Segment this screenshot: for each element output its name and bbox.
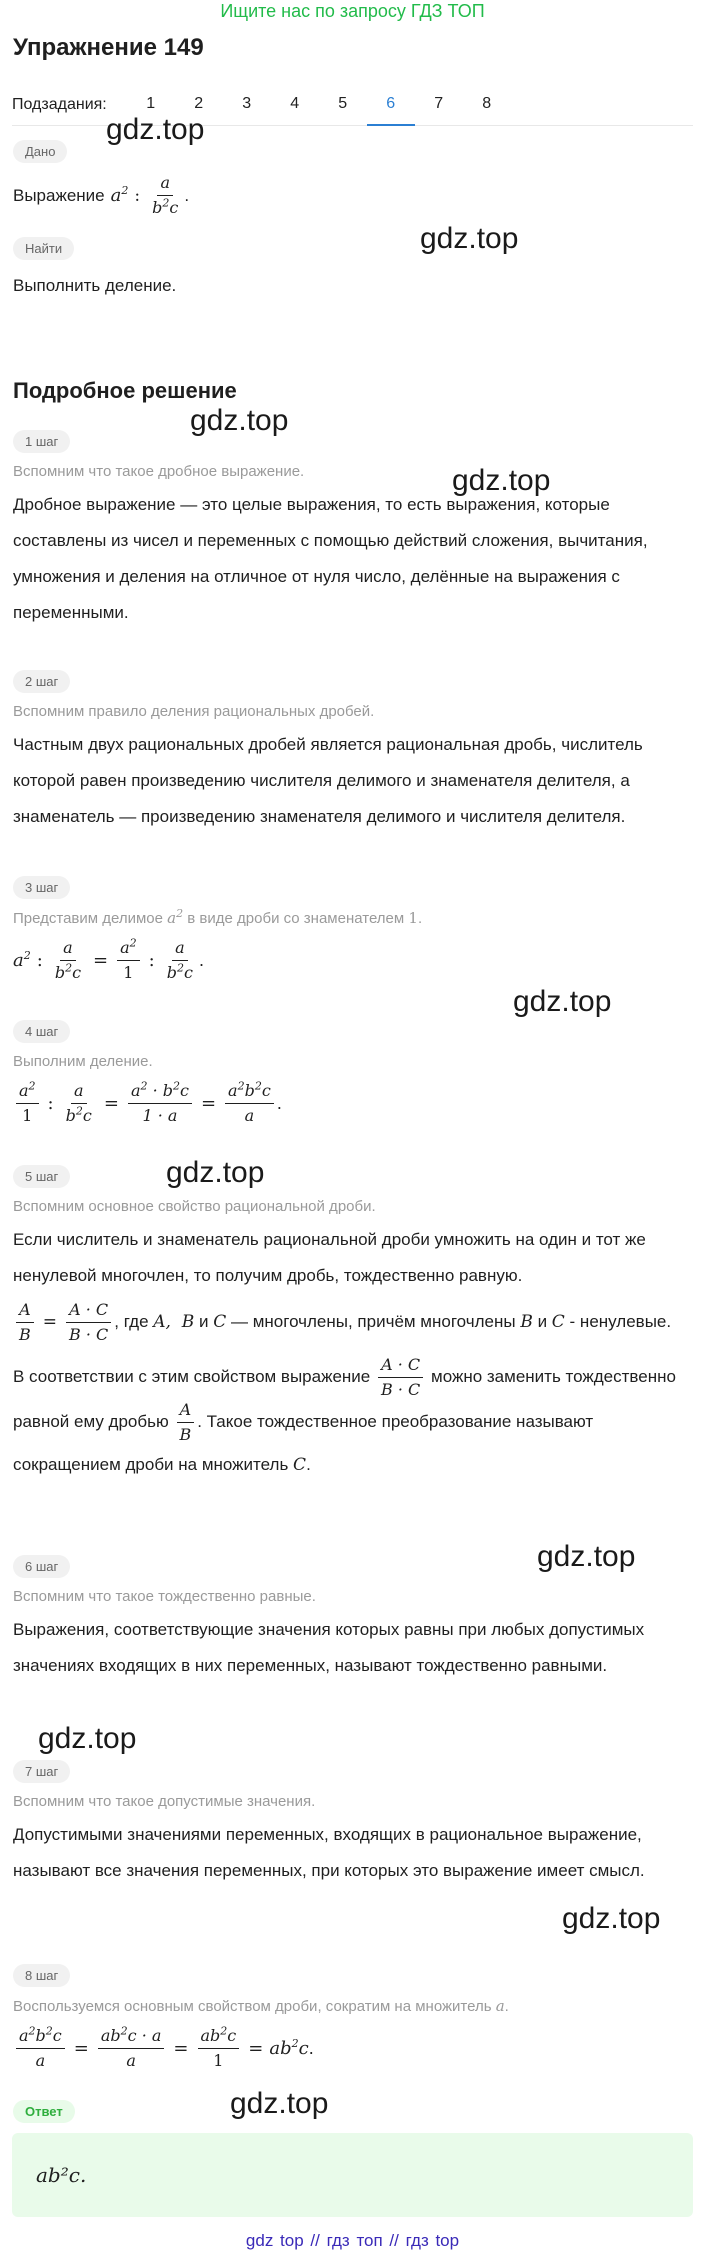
step-7-text: Допустимыми значениями переменных, входящих в рациональное выражение, называют все значения переменных, при которых это выражение имеет смысл. — [13, 1825, 645, 1880]
step-6 — [0, 1555, 705, 1684]
subtask-6[interactable]: 6 — [367, 84, 415, 126]
step-6-tag: 6 шаг — [13, 1555, 70, 1578]
step-3-hint: Представим делимое $a^2$ в виде дроби со знаменателем 1. — [13, 907, 423, 927]
step-2-tag: 2 шаг — [13, 670, 70, 693]
find-text: Выполнить деление. — [13, 276, 177, 295]
solution-title: Подробное решение — [13, 378, 237, 403]
watermark: gdz.top — [38, 1722, 137, 1755]
step-5-hint: Вспомним основное свойство рациональной дроби. — [13, 1198, 376, 1215]
step-1 — [0, 430, 705, 631]
subtask-3[interactable]: 3 — [242, 94, 252, 112]
watermark: gdz.top — [537, 1540, 636, 1573]
subtask-2[interactable]: 2 — [194, 94, 204, 112]
step-5-text: Если числитель и знаменатель рациональной дроби умножить на один и тот же ненулевой многочлен, то получим дробь, тождественно равную. — [13, 1230, 646, 1285]
step-6-text: Выражения, соответствующие значения которых равны при любых допустимых значениях входящих в них переменных, называют тождественно равными. — [13, 1620, 645, 1675]
subtask-5[interactable]: 5 — [338, 94, 348, 112]
step-8-formula: $\frac{a^2b^2c}{a}$ = $\frac{ab^2c \cdot a}{a}$ = $\frac{ab^2c}{1}$ = $ab^2c$ . — [13, 2026, 689, 2071]
step-2 — [0, 670, 705, 835]
footer-links[interactable]: gdz top // гдз топ // гдз top — [245, 2231, 460, 2250]
watermark: gdz.top — [452, 464, 551, 497]
step-5-rule: $\frac{A}{B}$ = $\frac{A \cdot C}{B \cdot C}$ , где A, B и C — многочлены, причём многочлены B и C - ненулевые. — [13, 1300, 689, 1345]
step-4-formula: $\frac{a^2}{1}$ : $\frac{a}{b^2c}$ = $\frac{a^2 \cdot b^2c}{1 \cdot a}$ = $\frac{a^2b^2c}{a}$ . — [13, 1081, 689, 1126]
step-3-formula: $a^2$ : $\frac{a}{b^2c}$ = $\frac{a^2}{1}$ : $\frac{a}{b^2c}$ . — [13, 936, 204, 982]
answer-value: ab²c. — [36, 2163, 87, 2187]
step-8-hint: Воспользуемся основным свойством дроби, сократим на множитель a. — [13, 1997, 509, 2015]
step-4-tag: 4 шаг — [13, 1020, 70, 1043]
step-3-tag: 3 шаг — [13, 876, 70, 899]
watermark: gdz.top — [190, 404, 289, 437]
answer-tag: Ответ — [13, 2100, 75, 2123]
step-2-text: Частным двух рациональных дробей является рациональная дробь, числитель которой равен произведению числителя делимого и знаменателя делителя, а знаменатель — произведению знаменателя делимого и числителя делителя. — [13, 735, 643, 826]
page-title: Упражнение 149 — [13, 34, 204, 61]
find-block — [0, 237, 705, 304]
top-banner[interactable]: Ищите нас по запросу ГДЗ ТОП — [220, 1, 485, 21]
step-5 — [0, 1165, 705, 1485]
watermark: gdz.top — [166, 1156, 265, 1189]
step-1-text: Дробное выражение — это целые выражения, то есть выражения, которые составлены из чисел и переменных с помощью действий сложения, вычитания, умножения и деления на отличное от нуля число, делённые на выражения с переменными. — [13, 495, 648, 622]
step-7-hint: Вспомним что такое допустимые значения. — [13, 1793, 316, 1810]
subtask-1[interactable]: 1 — [146, 94, 156, 112]
subtasks-label: Подзадания: — [12, 95, 107, 113]
step-7 — [0, 1760, 705, 1889]
subtask-7[interactable]: 7 — [434, 94, 444, 112]
watermark: gdz.top — [513, 985, 612, 1018]
answer-box — [12, 2133, 693, 2217]
given-text: Выражение $a^2$ : $\frac{a}{b^2c}$ . — [13, 173, 190, 217]
watermark: gdz.top — [562, 1902, 661, 1935]
subtask-4[interactable]: 4 — [290, 94, 300, 112]
subtask-8[interactable]: 8 — [482, 94, 492, 112]
step-5-paragraph: В соответствии с этим свойством выражение $\frac{A \cdot C}{B \cdot C}$ можно заменить тождественно равной ему дробью $\frac{A}{B}$ . Такое тождественное преобразование называют сокращением дроби на множитель C. — [13, 1355, 676, 1475]
watermark: gdz.top — [420, 222, 519, 255]
step-8 — [0, 1964, 705, 2071]
watermark: gdz.top — [106, 113, 205, 146]
answer-block — [0, 2100, 705, 2251]
step-2-hint: Вспомним правило деления рациональных дробей. — [13, 703, 375, 720]
find-tag: Найти — [13, 237, 74, 260]
step-1-hint: Вспомним что такое дробное выражение. — [13, 463, 305, 480]
step-8-tag: 8 шаг — [13, 1964, 70, 1987]
given-block — [0, 140, 705, 218]
step-3 — [0, 876, 705, 983]
step-5-tag: 5 шаг — [13, 1165, 70, 1188]
given-tag: Дано — [13, 140, 67, 163]
step-7-tag: 7 шаг — [13, 1760, 70, 1783]
watermark: gdz.top — [230, 2087, 329, 2120]
step-4-hint: Выполним деление. — [13, 1053, 153, 1070]
step-1-tag: 1 шаг — [13, 430, 70, 453]
step-4 — [0, 1020, 705, 1126]
step-6-hint: Вспомним что такое тождественно равные. — [13, 1588, 316, 1605]
